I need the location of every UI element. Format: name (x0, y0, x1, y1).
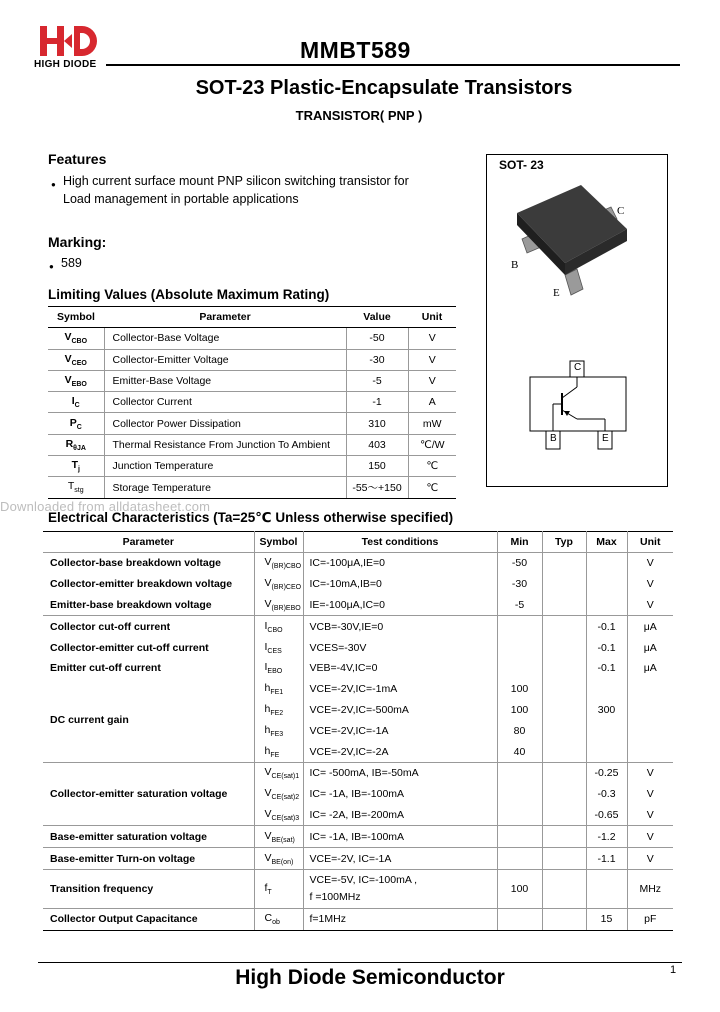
symbol-sub: FE (270, 751, 280, 759)
parameter: Transition frequency (43, 869, 254, 908)
logo-text: HIGH DIODE (34, 59, 97, 70)
symbol-sub: C (76, 423, 82, 431)
parameter: Collector Output Capacitance (43, 908, 254, 930)
table-row (43, 908, 673, 930)
table-row (48, 434, 456, 455)
symbol: I (71, 395, 75, 408)
symbol: I (264, 661, 268, 674)
parameter: Base-emitter Turn-on voltage (43, 848, 254, 870)
pin-e-label: E (553, 287, 560, 299)
symbol-sub: T (267, 889, 272, 896)
test-condition: IC= -1A, IB=-100mA (303, 784, 497, 805)
unit: MHz (627, 869, 673, 908)
test-condition: IC= -2A, IB=-200mA (303, 805, 497, 826)
unit: V (646, 557, 654, 570)
symbol: R (65, 437, 74, 450)
min: 100 (497, 679, 542, 700)
symbol: V (64, 352, 72, 365)
test-condition: VCES=-30V (303, 637, 497, 658)
pnp-schematic-icon (487, 155, 667, 486)
unit: V (646, 598, 654, 611)
symbol-sub: EBO (267, 668, 283, 676)
marking-value: ● 589 (61, 254, 82, 272)
schematic-e-label: E (602, 433, 609, 444)
test-condition: VCE=-2V,IC=-1mA (303, 679, 497, 700)
unit: V (408, 328, 456, 349)
symbol: C (264, 912, 273, 925)
electrical-characteristics-table (43, 531, 673, 931)
table-header-row (48, 307, 456, 328)
value: 150 (346, 456, 408, 477)
symbol: V (64, 331, 72, 344)
symbol: V (264, 766, 272, 779)
max: -1.2 (586, 826, 627, 848)
parameter: Collector-Emitter Voltage (104, 349, 346, 370)
test-condition: IC= -1A, IB=-100mA (303, 826, 497, 848)
symbol: V (64, 373, 72, 386)
col-min: Min (497, 532, 542, 553)
electrical-heading: Electrical Characteristics (Ta=25℃ Unless otherwise specified) (48, 510, 454, 525)
table-row (43, 679, 673, 700)
parameter: Emitter-base breakdown voltage (43, 595, 254, 616)
symbol-sub: CBO (267, 626, 283, 634)
test-condition: VCE=-2V, IC=-1A (303, 848, 497, 870)
symbol-sub: CBO (71, 338, 88, 346)
col-symbol: Symbol (254, 532, 303, 553)
parameter: Junction Temperature (104, 456, 346, 477)
symbol-sub: FE3 (270, 730, 284, 738)
table-row (43, 595, 673, 616)
table-row (48, 413, 456, 434)
unit: μA (643, 662, 657, 675)
table-row (43, 762, 673, 783)
value: -1 (346, 392, 408, 413)
min: 100 (497, 700, 542, 721)
symbol: V (264, 851, 272, 864)
marking-heading: Marking: (48, 234, 107, 250)
symbol-sub: CEO (71, 359, 87, 367)
min: 80 (497, 720, 542, 741)
value: -50 (346, 328, 408, 349)
schematic-c-label: C (574, 362, 582, 373)
symbol: V (264, 829, 272, 842)
max: -0.3 (586, 784, 627, 805)
parameter: Collector-base breakdown voltage (43, 553, 254, 574)
parameter: Emitter cut-off current (43, 658, 254, 679)
value: 310 (346, 413, 408, 434)
table-row (48, 370, 456, 391)
page-subtitle: TRANSISTOR( PNP ) (295, 108, 423, 123)
unit: μA (643, 641, 657, 654)
features-heading: Features (48, 151, 107, 167)
table-row (48, 477, 456, 498)
test-condition: VCE=-2V,IC=-1A (303, 720, 497, 741)
symbol-sub: C (74, 402, 80, 410)
col-test-conditions: Test conditions (303, 532, 497, 553)
symbol-sub: ob (272, 919, 280, 927)
unit: V (627, 762, 673, 783)
unit: μA (627, 616, 673, 637)
table-row (48, 349, 456, 370)
table-row (43, 553, 673, 574)
table-row (43, 848, 673, 870)
symbol-sub: stg (74, 487, 84, 495)
symbol: V (264, 787, 272, 800)
unit: A (408, 392, 456, 413)
min: 40 (497, 741, 542, 762)
unit: pF (627, 908, 673, 930)
min: -50 (497, 553, 542, 574)
col-unit: Unit (627, 532, 673, 553)
package-label: SOT- 23 (499, 158, 544, 172)
col-parameter: Parameter (43, 532, 254, 553)
parameter: Collector Power Dissipation (104, 413, 346, 434)
symbol: I (264, 640, 268, 653)
table-row (48, 392, 456, 413)
symbol-sub: CES (267, 647, 282, 655)
table-row (43, 637, 673, 658)
min: -30 (497, 574, 542, 595)
test-condition: VCE=-2V,IC=-2A (303, 741, 497, 762)
table-row (48, 328, 456, 349)
symbol-sub: FE1 (270, 689, 284, 697)
unit: V (646, 788, 654, 801)
symbol-sub: BE(on) (271, 858, 294, 866)
feature-line-1: ● High current surface mount PNP silicon switching transistor for (63, 172, 409, 190)
test-condition: f=1MHz (303, 908, 497, 930)
symbol: P (69, 416, 77, 429)
unit: V (408, 349, 456, 370)
parameter: Storage Temperature (104, 477, 346, 498)
limiting-heading: Limiting Values (Absolute Maximum Rating) (48, 287, 330, 302)
unit: V (646, 808, 654, 821)
max: -1.1 (586, 848, 627, 870)
col-unit: Unit (408, 307, 456, 328)
test-condition: IC= -500mA, IB=-50mA (303, 762, 497, 783)
symbol: f (264, 881, 268, 894)
min: 100 (497, 869, 542, 908)
col-symbol: Symbol (48, 307, 104, 328)
parameter: Collector-Base Voltage (104, 328, 346, 349)
unit: ℃ (408, 477, 456, 498)
symbol-sub: EBO (71, 381, 87, 389)
max: 15 (586, 908, 627, 930)
symbol-sub: CE(sat)2 (271, 794, 300, 802)
unit: V (627, 826, 673, 848)
symbol-sub: CE(sat)3 (271, 815, 300, 822)
parameter: Collector-emitter cut-off current (43, 637, 254, 658)
parameter: DC current gain (43, 679, 254, 763)
feature-line-2: Load management in portable applications (63, 192, 299, 206)
value: 403 (346, 434, 408, 455)
symbol: V (264, 597, 272, 610)
value: -30 (346, 349, 408, 370)
parameter: Collector Current (104, 392, 346, 413)
symbol-sub: j (77, 466, 80, 474)
max: -0.1 (586, 637, 627, 658)
symbol: V (264, 556, 272, 569)
unit: V (627, 848, 673, 870)
pin-b-label: B (511, 259, 519, 271)
limiting-values-table (48, 306, 456, 499)
header-rule (106, 64, 680, 66)
unit: ℃/W (408, 434, 456, 455)
symbol-sub: (BR)EBO (271, 605, 301, 613)
symbol: T (71, 459, 78, 472)
unit: V (408, 370, 456, 391)
max: -0.1 (586, 658, 627, 679)
symbol: V (264, 577, 272, 590)
symbol-sub: (BR)CBO (271, 563, 302, 571)
test-condition: VEB=-4V,IC=0 (303, 658, 497, 679)
footer-company: High Diode Semiconductor (235, 966, 505, 989)
symbol: I (264, 619, 268, 632)
symbol-sub: (BR)CEO (271, 584, 302, 592)
test-condition: VCE=-2V,IC=-500mA (303, 700, 497, 721)
col-parameter: Parameter (104, 307, 346, 328)
test-condition: VCB=-30V,IE=0 (303, 616, 497, 637)
symbol-sub: θJA (73, 444, 86, 452)
unit: ℃ (408, 456, 456, 477)
max: -0.25 (586, 762, 627, 783)
max: -0.1 (586, 616, 627, 637)
symbol-sub: BE(sat) (271, 836, 295, 844)
col-max: Max (586, 532, 627, 553)
value: -55～+150 (346, 477, 408, 498)
symbol-sub: FE2 (270, 710, 284, 718)
symbol: h (264, 744, 271, 757)
test-condition: IE=-100μA,IC=0 (303, 595, 497, 616)
table-row (43, 869, 673, 908)
col-typ: Typ (542, 532, 586, 553)
symbol: V (264, 807, 272, 820)
test-condition: IC=-10mA,IB=0 (303, 574, 497, 595)
col-value: Value (346, 307, 408, 328)
footer-rule (38, 962, 682, 963)
parameter: Collector cut-off current (43, 616, 254, 637)
watermark: Downloaded from alldatasheet.com (0, 499, 211, 514)
test-condition-2: f =100MHz (309, 890, 361, 903)
parameter: Emitter-Base Voltage (104, 370, 346, 391)
parameter: Thermal Resistance From Junction To Ambient (104, 434, 346, 455)
symbol: h (264, 702, 271, 715)
pin-c-label: C (617, 205, 625, 217)
symbol: T (67, 480, 75, 493)
test-condition: VCE=-5V, IC=-100mA , (309, 873, 418, 886)
table-row (48, 456, 456, 477)
max: 300 (586, 700, 627, 721)
table-row (43, 658, 673, 679)
symbol-sub: CE(sat)1 (271, 773, 300, 781)
test-condition: IC=-100μA,IE=0 (303, 553, 497, 574)
parameter: Base-emitter saturation voltage (43, 826, 254, 848)
package-drawing-box (486, 154, 668, 487)
min: -5 (497, 595, 542, 616)
unit: V (646, 578, 654, 591)
max: -0.65 (586, 805, 627, 826)
symbol: h (264, 682, 271, 695)
table-header-row (43, 532, 673, 553)
part-number: MMBT589 (300, 37, 411, 63)
parameter: Collector-emitter saturation voltage (43, 762, 254, 825)
parameter: Collector-emitter breakdown voltage (43, 574, 254, 595)
table-row (43, 826, 673, 848)
value: -5 (346, 370, 408, 391)
symbol: h (264, 723, 271, 736)
schematic-b-label: B (550, 433, 557, 444)
page-title: SOT-23 Plastic-Encapsulate Transistors (195, 77, 573, 99)
table-row (43, 574, 673, 595)
unit: mW (408, 413, 456, 434)
table-row (43, 616, 673, 637)
page-number: 1 (670, 964, 677, 976)
